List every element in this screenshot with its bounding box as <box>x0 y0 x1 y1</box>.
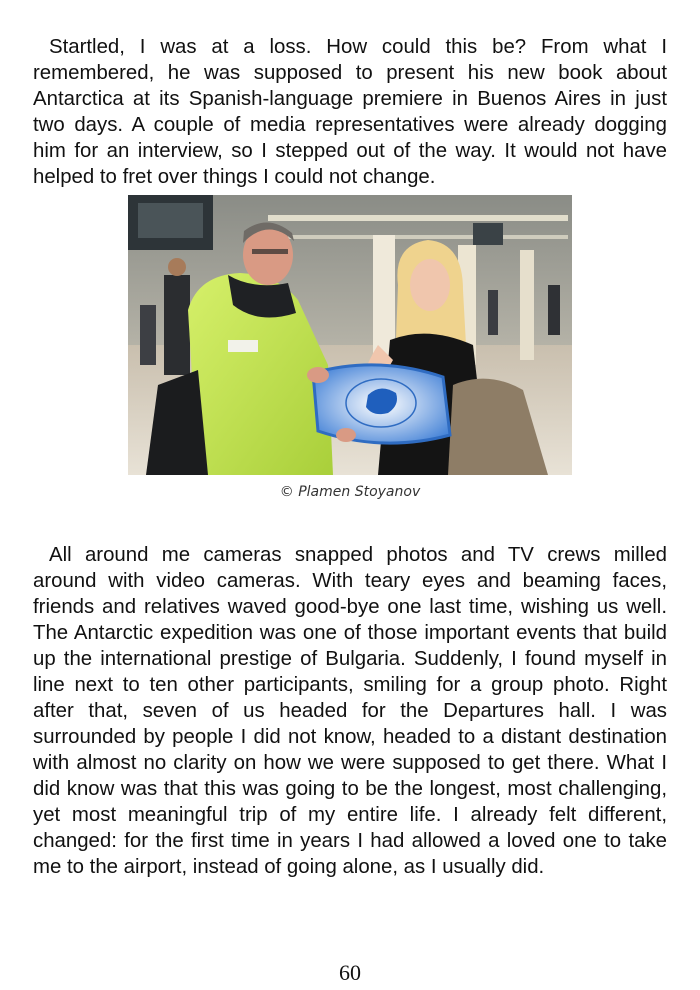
photo-caption: © Plamen Stoyanov <box>279 484 421 500</box>
airport-photo <box>128 195 572 475</box>
page-number: 60 <box>339 960 361 985</box>
paragraph-2: All around me cameras snapped photos and TV crews milled around with video cameras. With teary eyes and beaming faces, friends and relatives waved good-bye one last time, wishing us well. The Antarctic expedition was one of those important events that build up the international prestige of Bulgaria. Suddenly, I found myself in line next to ten other participants, smiling for a group photo. Right after that, seven of us headed for the Departures hall. I was surrounded by people I did not know, headed to a distant destination with almost no clarity on how we were supposed to get there. What I did know was that this was going to be the longest, most challenging, yet most meaningful trip of my entire life. I already felt different, changed: for the first time in years I had allowed a loved one to take me to the airport, instead of going alone, as I usually did. <box>33 544 667 878</box>
paragraph-1: Startled, I was at a loss. How could this be? From what I remembered, he was supposed to present his new book about Antarctica at its Spanish-language premiere in Buenos Aires in just two days. A couple of media representatives were already dogging him for an interview, so I stepped out of the way. It would not have helped to fret over things I could not change. <box>33 36 667 188</box>
